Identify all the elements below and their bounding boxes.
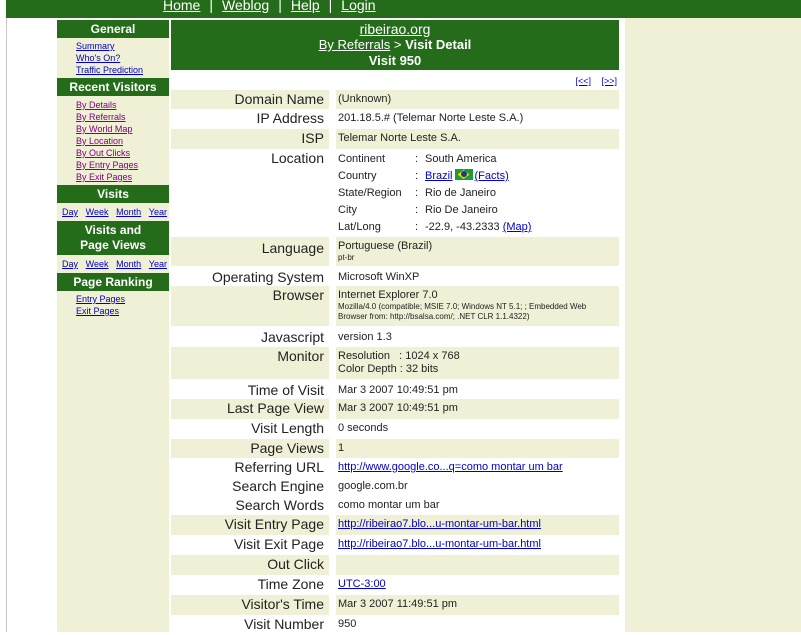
top-nav xyxy=(163,0,376,13)
row-value xyxy=(336,515,619,535)
sidebar-recent-links xyxy=(57,96,169,185)
visits-pv-month-link[interactable]: Month xyxy=(116,259,142,269)
table-row xyxy=(171,458,619,477)
row-label: Search Engine xyxy=(232,478,324,494)
sidebar-link-by-referrals[interactable]: By Referrals xyxy=(76,112,126,122)
sidebar-link-by-out-clicks[interactable]: By Out Clicks xyxy=(76,148,131,158)
row-label: Operating System xyxy=(211,269,324,285)
site-name[interactable]: ribeirao.org xyxy=(359,21,431,37)
table-row xyxy=(171,90,619,109)
table-row xyxy=(171,399,619,419)
page-left-border xyxy=(6,18,7,632)
row-value: Internet Explorer 7.0 Mozilla/4.0 (compatible; MSIE 7.0; Windows NT 5.1; ; Embedded Web Browser from: http://bsalsa.com/; .NET CLR 1.1.4322) xyxy=(336,286,619,326)
row-value xyxy=(336,458,619,477)
location-state: State/Region : Rio de Janeiro xyxy=(338,187,496,199)
sidebar-link-summary[interactable]: Summary xyxy=(76,41,115,51)
row-value: 0 seconds xyxy=(338,422,389,434)
location-latlong: Lat/Long : -22.9, -43.2333 (Map) xyxy=(338,221,532,233)
row-value: Microsoft WinXP xyxy=(338,271,420,283)
table-row xyxy=(171,266,619,286)
table-row xyxy=(171,439,619,458)
table-row xyxy=(171,286,619,326)
map-link[interactable]: (Map) xyxy=(502,221,532,233)
sidebar-general-links xyxy=(57,38,169,78)
visits-week-link[interactable]: Week xyxy=(85,207,109,217)
entry-page-link[interactable]: http://ribeirao7.blo...u-montar-um-bar.html xyxy=(338,518,541,530)
sidebar-link-by-world-map[interactable]: By World Map xyxy=(76,124,133,134)
row-label: Language xyxy=(171,237,329,266)
row-value: Portuguese (Brazil) pt-br xyxy=(336,237,619,266)
table-row xyxy=(171,379,619,399)
row-value xyxy=(336,555,619,575)
row-label: Time Zone xyxy=(257,576,324,592)
visits-pv-year-link[interactable]: Year xyxy=(148,259,167,269)
next-visit-link[interactable]: [>>] xyxy=(601,76,617,86)
row-value xyxy=(336,575,619,595)
sidebar-ranking-links xyxy=(57,291,169,319)
sidebar-heading-visits-page-views xyxy=(57,221,169,255)
table-row xyxy=(171,419,619,439)
brazil-flag-icon xyxy=(455,169,473,180)
table-row xyxy=(171,109,619,129)
row-label: Out Click xyxy=(171,555,329,575)
row-value: 950 xyxy=(338,618,357,630)
sidebar-link-entry-pages[interactable]: Entry Pages xyxy=(76,294,126,304)
row-label: Page Views xyxy=(171,439,329,458)
visits-pv-day-link[interactable]: Day xyxy=(62,259,79,269)
sidebar-heading-general: General xyxy=(57,20,169,38)
row-value: Resolution : 1024 x 768 Color Depth : 32 bits xyxy=(336,347,619,379)
row-value: Telemar Norte Leste S.A. xyxy=(336,129,619,149)
sidebar-link-by-details[interactable]: By Details xyxy=(76,100,117,110)
row-label: ISP xyxy=(171,129,329,149)
row-label: Visit Number xyxy=(244,616,324,632)
table-row xyxy=(171,129,619,149)
row-value: version 1.3 xyxy=(338,331,392,343)
nav-separator: | xyxy=(328,0,333,13)
page-title: Visit 950 xyxy=(368,53,422,68)
location-city: City : Rio De Janeiro xyxy=(338,204,498,216)
table-row xyxy=(171,615,619,635)
nav-separator: | xyxy=(209,0,213,13)
referring-url-link[interactable]: http://www.google.co...q=como montar um bar xyxy=(338,461,563,473)
row-value: 201.18.5.# (Telemar Norte Leste S.A.) xyxy=(338,112,524,124)
table-row xyxy=(171,326,619,347)
row-label: IP Address xyxy=(256,110,324,126)
top-nav-bar xyxy=(6,0,801,18)
location-details xyxy=(336,149,619,237)
sidebar-heading-recent-visitors: Recent Visitors xyxy=(57,78,169,96)
breadcrumb-by-referrals-link[interactable]: By Referrals xyxy=(318,37,391,52)
table-row xyxy=(171,347,619,379)
sidebar-link-traffic-prediction[interactable]: Traffic Prediction xyxy=(76,65,144,75)
right-panel xyxy=(625,18,801,632)
visit-header xyxy=(171,20,619,70)
sidebar-visits-periods xyxy=(57,203,169,221)
country-facts-link[interactable]: (Facts) xyxy=(474,170,509,182)
location-country: Country : Brazil (Facts) xyxy=(338,170,509,182)
visits-page-views-title-line1: Visits and xyxy=(84,223,142,237)
breadcrumb-separator: > xyxy=(390,37,406,52)
row-label: Time of Visit xyxy=(247,382,324,398)
visits-pv-week-link[interactable]: Week xyxy=(85,259,109,269)
nav-home-link[interactable]: Home xyxy=(163,0,201,13)
row-value: Mar 3 2007 11:49:51 pm xyxy=(336,595,619,615)
sidebar-link-whos-on[interactable]: Who's On? xyxy=(76,53,121,63)
breadcrumb-current: Visit Detail xyxy=(405,37,472,52)
row-value: Mar 3 2007 10:49:51 pm xyxy=(338,384,458,396)
row-value: como montar um bar xyxy=(338,499,440,511)
row-label: Javascript xyxy=(260,329,324,345)
table-row xyxy=(171,515,619,535)
nav-weblog-link[interactable]: Weblog xyxy=(222,0,270,13)
sidebar-link-by-location[interactable]: By Location xyxy=(76,136,124,146)
visit-detail-table xyxy=(171,90,619,635)
row-value: Mar 3 2007 10:49:51 pm xyxy=(336,399,619,419)
row-label: Browser xyxy=(171,286,329,326)
sidebar-heading-page-ranking: Page Ranking xyxy=(57,273,169,291)
time-zone-link[interactable]: UTC-3:00 xyxy=(338,578,386,590)
main-content xyxy=(171,20,619,635)
row-value: 1 xyxy=(336,439,619,458)
visits-day-link[interactable]: Day xyxy=(62,207,79,217)
sidebar xyxy=(57,20,169,632)
previous-visit-link[interactable]: [<<] xyxy=(575,76,591,86)
row-label: Location xyxy=(271,150,324,166)
row-label: Domain Name xyxy=(171,90,329,109)
visits-year-link[interactable]: Year xyxy=(148,207,167,217)
row-label: Referring URL xyxy=(234,459,324,475)
location-continent: Continent : South America xyxy=(338,153,497,165)
sidebar-link-exit-pages[interactable]: Exit Pages xyxy=(76,306,120,316)
sidebar-link-by-entry-pages[interactable]: By Entry Pages xyxy=(76,160,139,170)
row-label: Search Words xyxy=(235,497,324,513)
row-label: Visitor's Time xyxy=(171,595,329,615)
visits-page-views-title-line2: Page Views xyxy=(80,238,146,252)
table-row xyxy=(171,237,619,266)
row-value: (Unknown) xyxy=(336,90,619,109)
nav-separator: | xyxy=(278,0,282,13)
row-label: Last Page View xyxy=(171,399,329,419)
sidebar-visits-pv-periods xyxy=(57,255,169,273)
row-label: Visit Length xyxy=(251,420,324,436)
nav-help-link[interactable]: Help xyxy=(290,0,320,13)
sidebar-heading-visits: Visits xyxy=(57,185,169,203)
row-value: google.com.br xyxy=(338,480,408,492)
nav-login-link[interactable]: Login xyxy=(341,0,376,13)
table-row xyxy=(171,496,619,515)
table-row xyxy=(171,555,619,575)
row-label: Visit Entry Page xyxy=(171,515,329,535)
row-value xyxy=(336,535,619,555)
sidebar-link-by-exit-pages[interactable]: By Exit Pages xyxy=(76,172,133,182)
table-row xyxy=(171,535,619,555)
pager xyxy=(171,70,619,90)
breadcrumb xyxy=(171,37,619,53)
visits-month-link[interactable]: Month xyxy=(116,207,142,217)
row-label: Monitor xyxy=(171,347,329,379)
table-row xyxy=(171,575,619,595)
table-row xyxy=(171,595,619,615)
table-row xyxy=(171,477,619,496)
row-label: Visit Exit Page xyxy=(233,536,324,552)
country-link[interactable]: Brazil xyxy=(425,170,453,182)
exit-page-link[interactable]: http://ribeirao7.blo...u-montar-um-bar.html xyxy=(338,538,541,550)
table-row xyxy=(171,149,619,237)
